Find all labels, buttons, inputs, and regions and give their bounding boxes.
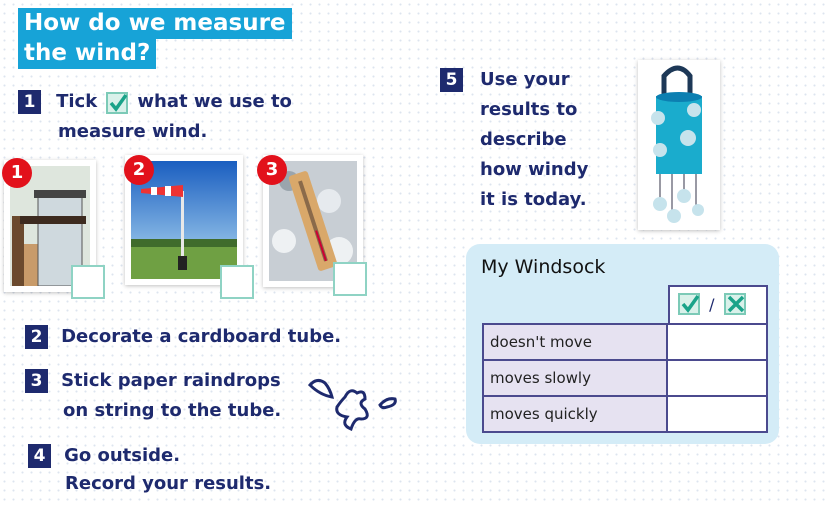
tick-cross-header: /: [668, 285, 768, 323]
windsock-results-table: [482, 323, 768, 433]
step-4: 4 Go outside.: [28, 441, 180, 471]
result-cell[interactable]: [667, 396, 767, 432]
tick-icon: [678, 293, 700, 315]
windsock-illustration: [638, 60, 720, 230]
photo-badge-1: 1: [2, 158, 32, 188]
cross-icon: [724, 293, 746, 315]
answer-box-1[interactable]: [71, 265, 105, 299]
table-row: doesn't move: [483, 324, 767, 360]
step-5: 5: [440, 68, 463, 92]
page-title: How do we measure: [18, 8, 292, 39]
table-row: moves slowly: [483, 360, 767, 396]
result-cell[interactable]: [667, 360, 767, 396]
step-4-line2: Record your results.: [65, 473, 272, 494]
step-5-text: Use your results to describe how windy it is today.: [480, 69, 589, 210]
answer-box-3[interactable]: [333, 262, 367, 296]
photo-badge-3: 3: [257, 155, 287, 185]
page-title-line2: the wind?: [18, 38, 156, 69]
step-1: 1 Tick what we use to: [18, 87, 292, 117]
tick-icon: [106, 92, 128, 114]
result-cell[interactable]: [667, 324, 767, 360]
step-1-line2: measure wind.: [58, 121, 208, 142]
table-row: moves quickly: [483, 396, 767, 432]
answer-box-2[interactable]: [220, 265, 254, 299]
step-2: 2 Decorate a cardboard tube.: [25, 322, 341, 352]
step-3-line2: on string to the tube.: [63, 400, 282, 421]
windsock-results-card: [466, 244, 779, 444]
windsock-craft-icon: [638, 60, 720, 230]
step-number: 1: [18, 90, 41, 114]
photo-badge-2: 2: [124, 155, 154, 185]
card-title: My Windsock: [481, 256, 606, 278]
raindrops-doodle-icon: [305, 375, 405, 435]
step-3: 3 Stick paper raindrops: [25, 366, 281, 396]
